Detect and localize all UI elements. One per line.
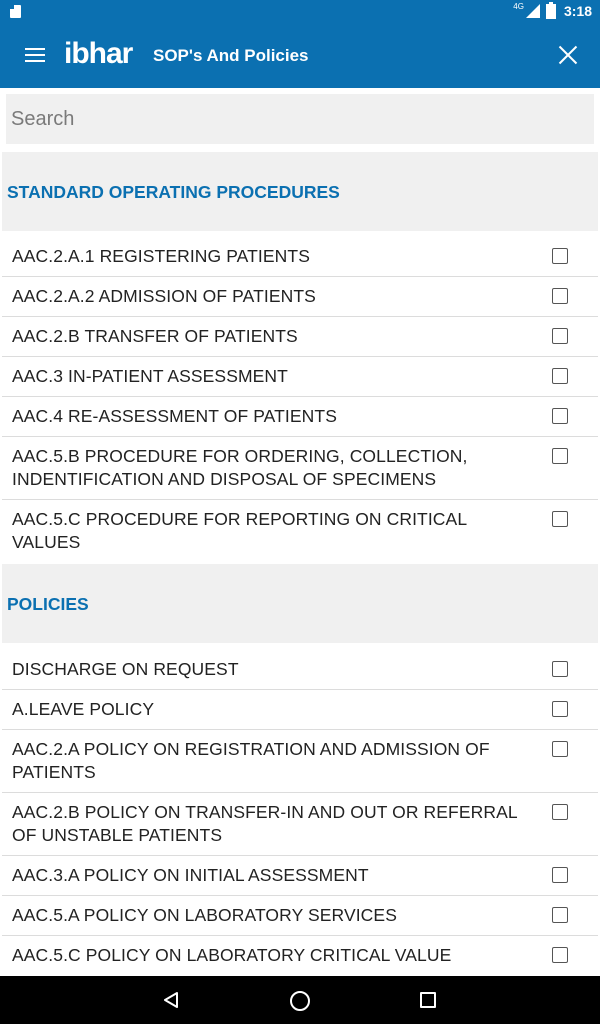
home-icon[interactable]: [290, 991, 310, 1011]
checkbox[interactable]: [552, 701, 568, 717]
policy-item-label: AAC.2.A POLICY ON REGISTRATION AND ADMISSION OF PATIENTS: [12, 739, 490, 782]
checkbox[interactable]: [552, 448, 568, 464]
sop-section-title: STANDARD OPERATING PROCEDURES: [7, 182, 340, 202]
checkbox[interactable]: [552, 368, 568, 384]
sop-list-item[interactable]: [2, 237, 598, 277]
policy-item-label: DISCHARGE ON REQUEST: [12, 659, 239, 679]
sop-list-item[interactable]: [2, 357, 598, 397]
status-bar: [0, 0, 600, 24]
checkbox[interactable]: [552, 907, 568, 923]
app-logo: ibhar: [64, 37, 133, 70]
sop-list-item[interactable]: [2, 317, 598, 357]
policy-item-label: A.LEAVE POLICY: [12, 699, 155, 719]
checkbox[interactable]: [552, 248, 568, 264]
navigation-bar: [0, 976, 600, 1024]
signal-icon: [526, 4, 540, 18]
policy-list-item[interactable]: [2, 690, 598, 730]
app-bar: [0, 24, 600, 88]
checkbox[interactable]: [552, 408, 568, 424]
policies-list: [2, 650, 598, 971]
policy-item-label: AAC.5.A POLICY ON LABORATORY SERVICES: [12, 905, 397, 925]
search-input[interactable]: [6, 94, 594, 144]
policy-item-label: AAC.5.C POLICY ON LABORATORY CRITICAL VALUE: [12, 945, 452, 965]
sop-list-item[interactable]: [2, 500, 598, 555]
policy-list-item[interactable]: [2, 793, 598, 856]
network-type-label: 4G: [513, 1, 524, 11]
sop-list-item[interactable]: [2, 277, 598, 317]
policy-list-item[interactable]: [2, 730, 598, 793]
battery-icon: [546, 4, 556, 19]
policies-section-header: [2, 564, 598, 643]
checkbox[interactable]: [552, 288, 568, 304]
recent-apps-icon[interactable]: [420, 992, 436, 1008]
checkbox[interactable]: [552, 804, 568, 820]
checkbox[interactable]: [552, 511, 568, 527]
policy-item-label: AAC.3.A POLICY ON INITIAL ASSESSMENT: [12, 865, 369, 885]
close-icon[interactable]: [556, 43, 580, 67]
sop-item-label: AAC.5.B PROCEDURE FOR ORDERING, COLLECTION, INDENTIFICATION AND DISPOSAL OF SPECIMENS: [12, 446, 468, 489]
clock: 3:18: [563, 3, 592, 19]
hamburger-menu-icon[interactable]: [22, 44, 48, 68]
checkbox[interactable]: [552, 867, 568, 883]
policy-list-item[interactable]: [2, 936, 598, 971]
policies-section-title: POLICIES: [7, 594, 89, 614]
sop-list: [2, 237, 598, 555]
sop-section-header: [2, 152, 598, 231]
checkbox[interactable]: [552, 947, 568, 963]
status-indicators: [513, 3, 592, 19]
sop-item-label: AAC.4 RE-ASSESSMENT OF PATIENTS: [12, 406, 337, 426]
checkbox[interactable]: [552, 741, 568, 757]
checkbox[interactable]: [552, 661, 568, 677]
sop-item-label: AAC.2.A.2 ADMISSION OF PATIENTS: [12, 286, 316, 306]
sop-item-label: AAC.2.A.1 REGISTERING PATIENTS: [12, 246, 310, 266]
back-icon[interactable]: [164, 992, 178, 1008]
policy-list-item[interactable]: [2, 856, 598, 896]
sop-item-label: AAC.2.B TRANSFER OF PATIENTS: [12, 326, 298, 346]
sop-list-item[interactable]: [2, 437, 598, 500]
policy-list-item[interactable]: [2, 896, 598, 936]
checkbox[interactable]: [552, 328, 568, 344]
page-title: SOP's And Policies: [153, 46, 309, 65]
policy-list-item[interactable]: [2, 650, 598, 690]
sd-card-icon: [10, 5, 21, 18]
policy-item-label: AAC.2.B POLICY ON TRANSFER-IN AND OUT OR REFERRAL OF UNSTABLE PATIENTS: [12, 802, 518, 845]
sop-item-label: AAC.5.C PROCEDURE FOR REPORTING ON CRITICAL VALUES: [12, 509, 467, 552]
sop-item-label: AAC.3 IN-PATIENT ASSESSMENT: [12, 366, 288, 386]
sop-list-item[interactable]: [2, 397, 598, 437]
